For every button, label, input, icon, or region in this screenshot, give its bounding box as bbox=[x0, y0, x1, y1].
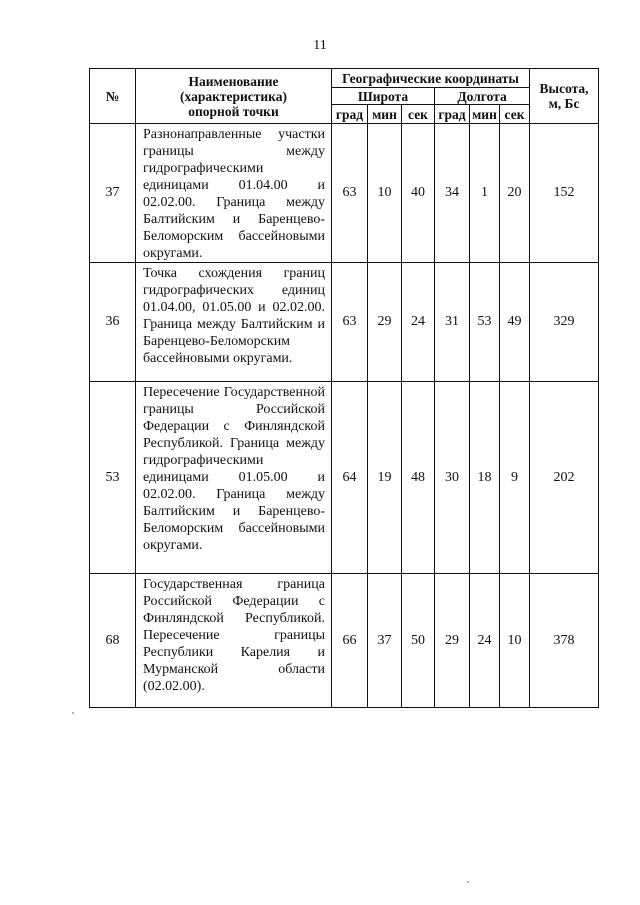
height-cell: 202 bbox=[530, 382, 599, 574]
header-number: № bbox=[90, 69, 136, 124]
lon-sec-cell: 10 bbox=[500, 574, 530, 708]
header-height bbox=[530, 69, 599, 124]
header-lat-sec: сек bbox=[402, 105, 435, 124]
lat-min-cell: 37 bbox=[368, 574, 402, 708]
height-cell: 329 bbox=[530, 263, 599, 382]
header-lon-min: мин bbox=[470, 105, 500, 124]
row-number: 53 bbox=[90, 382, 136, 574]
header-name-line1: Наименование bbox=[188, 73, 279, 89]
lat-sec-cell: 24 bbox=[402, 263, 435, 382]
header-longitude: Долгота bbox=[435, 88, 530, 105]
header-height-line1: Высота, bbox=[539, 81, 589, 96]
lon-grad-cell: 34 bbox=[435, 124, 470, 263]
lon-sec-cell: 49 bbox=[500, 263, 530, 382]
lat-min-cell: 10 bbox=[368, 124, 402, 263]
height-cell: 152 bbox=[530, 124, 599, 263]
header-lon-sec: сек bbox=[500, 105, 530, 124]
table-row bbox=[90, 263, 599, 382]
table-row bbox=[90, 574, 599, 708]
lat-grad-cell: 66 bbox=[332, 574, 368, 708]
row-description: Государственная граница Российской Федерации с Финляндской Республикой. Пересечение границы Республики Карелия и Мурманской области (02.02.00). bbox=[136, 574, 332, 708]
lon-grad-cell: 31 bbox=[435, 263, 470, 382]
reference-points-table bbox=[89, 68, 599, 708]
header-lon-grad: град bbox=[435, 105, 470, 124]
row-number: 36 bbox=[90, 263, 136, 382]
header-name bbox=[136, 69, 332, 124]
lat-grad-cell: 63 bbox=[332, 124, 368, 263]
header-coordinates: Географические координаты bbox=[332, 69, 530, 88]
header-height-line2: м, Бс bbox=[548, 96, 580, 111]
header-lat-grad: град bbox=[332, 105, 368, 124]
lon-grad-cell: 29 bbox=[435, 574, 470, 708]
lat-min-cell: 29 bbox=[368, 263, 402, 382]
row-description: Разнонаправленные участки границы между гидрографическими единицами 01.04.00 и 02.02.00. Граница между Балтийским и Баренцево-Беломорским бассейновыми округами. bbox=[136, 124, 332, 263]
lon-grad-cell: 30 bbox=[435, 382, 470, 574]
table-row bbox=[90, 382, 599, 574]
header-lat-min: мин bbox=[368, 105, 402, 124]
scan-speck bbox=[72, 712, 74, 714]
row-number: 37 bbox=[90, 124, 136, 263]
scan-speck bbox=[467, 881, 469, 883]
table-row bbox=[90, 124, 599, 263]
header-latitude: Широта bbox=[332, 88, 435, 105]
page-number: 11 bbox=[313, 38, 327, 53]
row-description: Пересечение Государственной границы Российской Федерации с Финляндской Республикой. Граница между гидрографическими единицами 01.05.00 и 02.02.00. Граница между Балтийским и Баренцево-Беломорским бассейновыми округами. bbox=[136, 382, 332, 574]
lat-grad-cell: 63 bbox=[332, 263, 368, 382]
lon-sec-cell: 9 bbox=[500, 382, 530, 574]
lat-min-cell: 19 bbox=[368, 382, 402, 574]
lon-min-cell: 24 bbox=[470, 574, 500, 708]
lon-sec-cell: 20 bbox=[500, 124, 530, 263]
height-cell: 378 bbox=[530, 574, 599, 708]
lat-sec-cell: 48 bbox=[402, 382, 435, 574]
lon-min-cell: 18 bbox=[470, 382, 500, 574]
lat-sec-cell: 40 bbox=[402, 124, 435, 263]
header-name-line2: (характеристика) bbox=[180, 88, 287, 104]
lat-grad-cell: 64 bbox=[332, 382, 368, 574]
lat-sec-cell: 50 bbox=[402, 574, 435, 708]
lon-min-cell: 53 bbox=[470, 263, 500, 382]
header-name-line3: опорной точки bbox=[188, 103, 279, 119]
lon-min-cell: 1 bbox=[470, 124, 500, 263]
row-description: Точка схождения границ гидрографических единиц 01.04.00, 01.05.00 и 02.02.00. Граница между Балтийским и Баренцево-Беломорским бассейновыми округами. bbox=[136, 263, 332, 382]
row-number: 68 bbox=[90, 574, 136, 708]
